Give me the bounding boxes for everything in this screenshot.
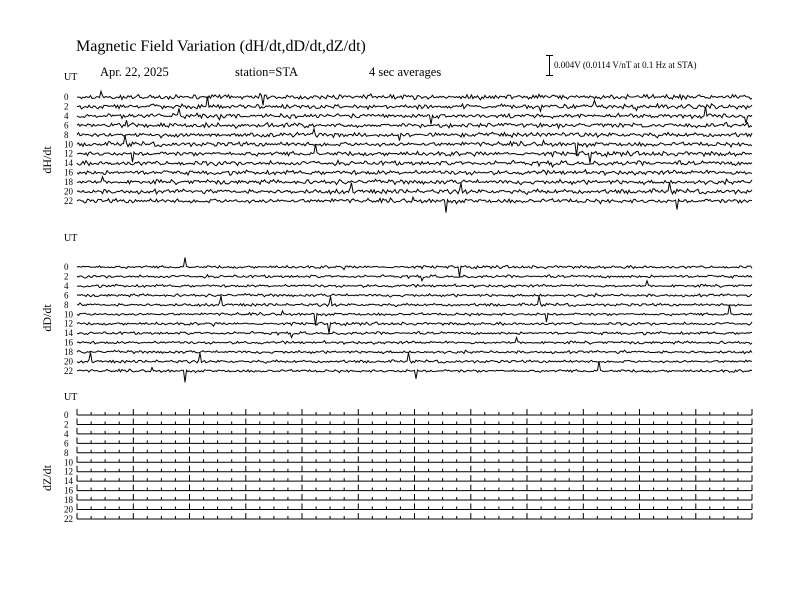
scale-note: 0.004V (0.0114 V/nT at 0.1 Hz at STA) — [554, 60, 697, 70]
minute-ticks — [77, 466, 752, 472]
minute-ticks — [77, 504, 752, 510]
y-axis-label: dZ/dt — [40, 465, 54, 491]
date-label: Apr. 22, 2025 — [100, 65, 169, 79]
trace-line — [77, 305, 752, 326]
ut-label: UT — [64, 392, 78, 403]
trace-line — [77, 160, 752, 167]
hour-label: 0 — [64, 410, 69, 420]
trace-line — [77, 294, 752, 298]
hour-label: 20 — [64, 356, 73, 367]
hour-label: 10 — [64, 457, 73, 468]
hour-label: 8 — [64, 129, 69, 140]
hour-label: 0 — [64, 262, 69, 272]
hour-label: 2 — [64, 271, 69, 282]
chart-title: Magnetic Field Variation (dH/dt,dD/dt,dZ/dt) — [76, 38, 366, 55]
station-label: station=STA — [235, 65, 298, 79]
ut-label: UT — [64, 233, 78, 244]
hour-label: 12 — [64, 148, 73, 159]
hour-label: 0 — [64, 92, 69, 102]
hour-label: 6 — [64, 120, 69, 131]
hour-label: 2 — [64, 419, 69, 430]
hour-label: 4 — [64, 280, 69, 291]
averaging-label: 4 sec averages — [369, 65, 442, 79]
hour-label: 22 — [64, 513, 73, 524]
trace-line — [77, 107, 752, 125]
hour-label: 18 — [64, 495, 73, 506]
trace-line — [77, 350, 752, 354]
hour-label: 20 — [64, 186, 73, 197]
trace-line — [77, 338, 752, 345]
hour-label: 22 — [64, 365, 73, 376]
minute-ticks — [77, 494, 752, 500]
trace-line — [77, 129, 752, 141]
hour-label: 12 — [64, 466, 73, 477]
hour-label: 14 — [64, 328, 73, 339]
hour-label: 10 — [64, 139, 73, 150]
hour-label: 10 — [64, 309, 73, 320]
hour-label: 22 — [64, 195, 73, 206]
trace-line — [77, 120, 752, 128]
hour-label: 8 — [64, 299, 69, 310]
hour-label: 2 — [64, 101, 69, 112]
hour-label: 6 — [64, 438, 69, 449]
minute-ticks — [77, 437, 752, 443]
hour-label: 4 — [64, 110, 69, 121]
trace-line — [77, 170, 752, 175]
trace-line — [77, 144, 752, 163]
hour-label: 4 — [64, 428, 69, 439]
minute-ticks — [77, 428, 752, 434]
trace-line — [77, 361, 752, 382]
trace-line — [77, 281, 752, 288]
trace-line — [77, 177, 752, 185]
trace-line — [77, 296, 752, 307]
minute-ticks — [77, 475, 752, 481]
minute-ticks — [77, 485, 752, 491]
y-axis-label: dH/dt — [40, 146, 54, 174]
hour-label: 20 — [64, 504, 73, 515]
hour-label: 16 — [64, 167, 73, 178]
ut-label: UT — [64, 72, 78, 83]
minute-ticks — [77, 409, 752, 415]
hour-label: 12 — [64, 318, 73, 329]
hour-label: 8 — [64, 447, 69, 458]
trace-line — [77, 353, 752, 364]
trace-line — [77, 331, 752, 337]
trace-line — [77, 91, 752, 105]
hour-label: 18 — [64, 347, 73, 358]
hour-label: 18 — [64, 177, 73, 188]
hour-label: 14 — [64, 158, 73, 169]
hour-label: 16 — [64, 337, 73, 348]
minute-ticks — [77, 513, 752, 519]
trace-line — [77, 275, 752, 281]
hour-label: 14 — [64, 476, 73, 487]
minute-ticks — [77, 418, 752, 424]
y-axis-label: dD/dt — [40, 304, 54, 332]
trace-line — [77, 183, 752, 195]
trace-line — [77, 257, 752, 276]
minute-ticks — [77, 447, 752, 453]
trace-line — [77, 197, 752, 212]
hour-label: 16 — [64, 485, 73, 496]
hour-label: 6 — [64, 290, 69, 301]
minute-ticks — [77, 456, 752, 462]
